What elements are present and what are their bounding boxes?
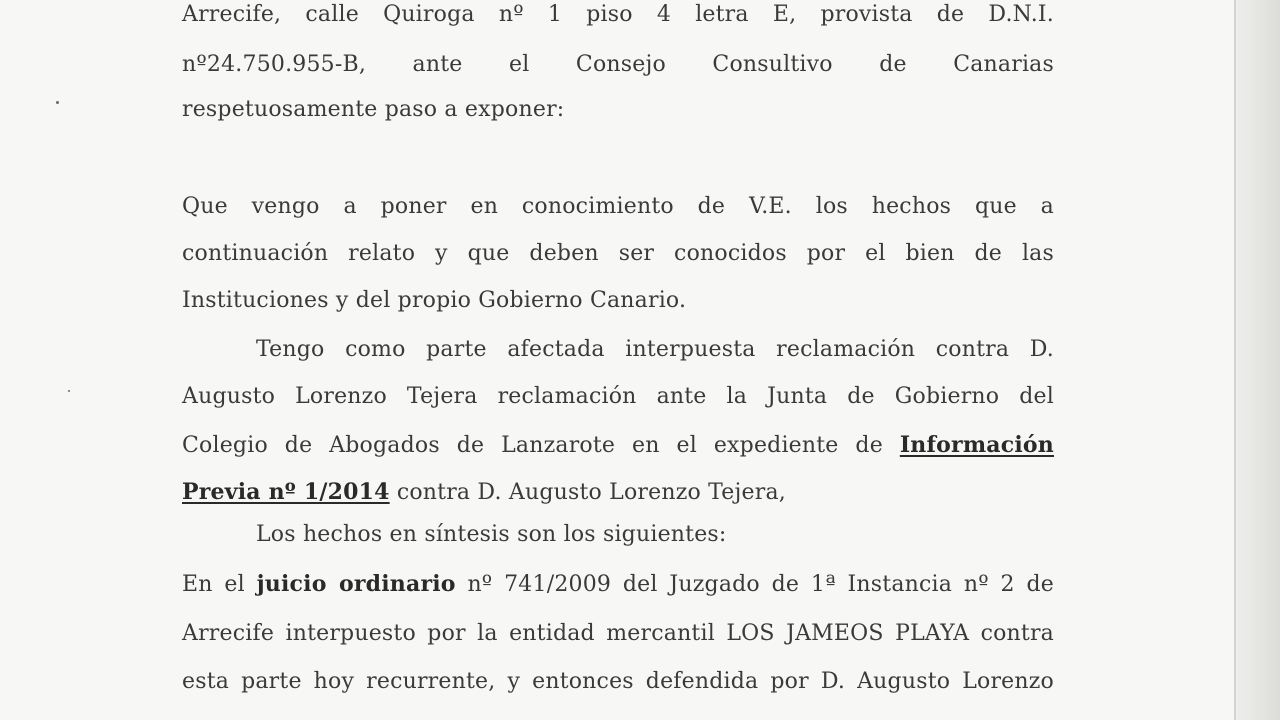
text-line-8: Augusto Lorenzo Tejera reclamación ante la Junta de Gobierno del xyxy=(182,384,1054,409)
text-line-14: esta parte hoy recurrente, y entonces defendida por D. Augusto Lorenzo xyxy=(182,669,1054,694)
text-line-12 xyxy=(182,571,1054,597)
text-line-5: continuación relato y que deben ser conocidos por el bien de las xyxy=(182,241,1054,266)
text-segment: nº 741/2009 del Juzgado de 1ª Instancia nº 2 de xyxy=(467,572,1054,597)
text-line-9 xyxy=(182,432,1054,458)
text-line-1: Arrecife, calle Quiroga nº 1 piso 4 letra E, provista de D.N.I. xyxy=(182,2,1054,27)
text-line-2: nº24.750.955-B, ante el Consejo Consultivo de Canarias xyxy=(182,52,1054,77)
scan-speck xyxy=(68,390,70,392)
text-segment: Colegio de Abogados de Lanzarote en el expediente de xyxy=(182,433,883,458)
text-line-11: Los hechos en síntesis son los siguientes: xyxy=(256,522,727,547)
text-segment: En el xyxy=(182,572,245,597)
text-line-6: Instituciones y del propio Gobierno Canario. xyxy=(182,288,687,313)
bold-term-juicio-ordinario: juicio ordinario xyxy=(256,571,456,597)
text-line-4: Que vengo a poner en conocimiento de V.E. los hechos que a xyxy=(182,194,1054,219)
underlined-term-previa: Previa nº 1/2014 xyxy=(182,479,390,505)
text-segment: contra D. Augusto Lorenzo Tejera, xyxy=(396,480,786,505)
text-line-10 xyxy=(182,479,1054,505)
text-line-13: Arrecife interpuesto por la entidad mercantil LOS JAMEOS PLAYA contra xyxy=(182,621,1054,646)
text-line-3: respetuosamente paso a exponer: xyxy=(182,97,565,122)
underlined-term-informacion: Información xyxy=(899,432,1054,458)
scan-speck xyxy=(56,101,59,104)
text-line-7: Tengo como parte afectada interpuesta reclamación contra D. xyxy=(256,337,1054,362)
scanner-margin xyxy=(1236,0,1280,720)
